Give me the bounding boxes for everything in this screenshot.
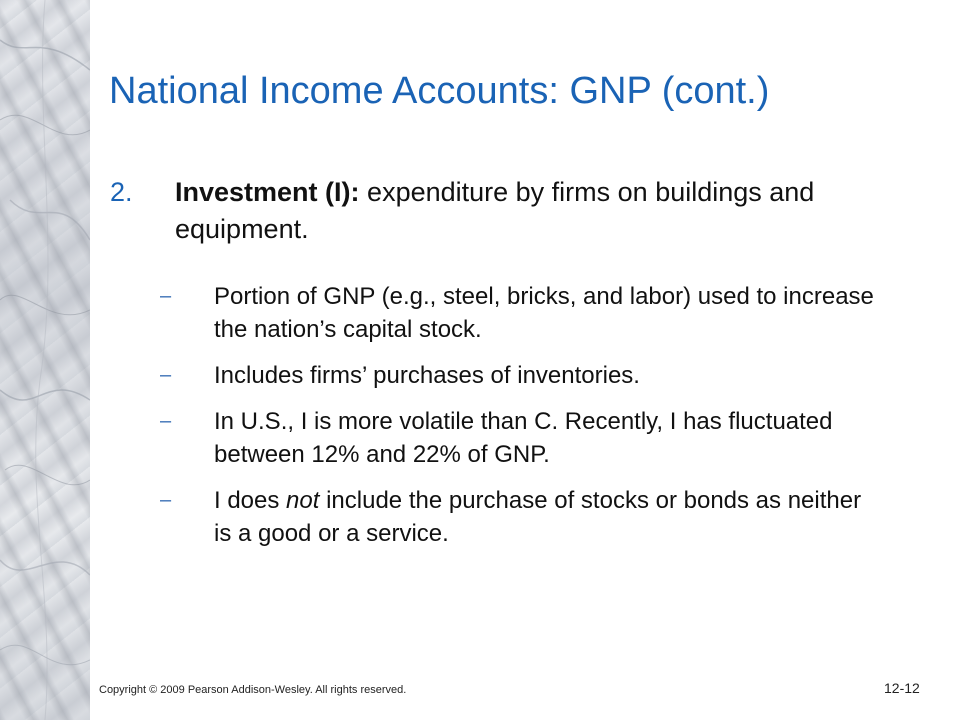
dash-bullet: – — [160, 489, 172, 511]
text-after-emphasis: include the purchase of stocks or bonds as neither is a good or a service. — [214, 487, 862, 547]
sub-bullet-text: In U.S., I is more volatile than C. Recently, I has fluctuated between 12% and 22% of GNP. — [214, 408, 833, 468]
term-definition: expenditure by firms on buildings and equipment. — [175, 177, 815, 244]
main-item-body — [175, 174, 850, 248]
sub-bullet-text: Portion of GNP (e.g., steel, bricks, and labor) used to increase the nation’s capital stock. — [214, 283, 874, 343]
sub-bullet-item — [160, 359, 880, 392]
sub-bullet-text — [214, 487, 861, 547]
sub-bullet-list — [160, 280, 880, 563]
dash-bullet: – — [160, 285, 172, 307]
page-number: 12-12 — [884, 680, 920, 696]
sub-bullet-text: Includes firms’ purchases of inventories. — [214, 362, 640, 389]
copyright-notice: Copyright © 2009 Pearson Addison-Wesley. All rights reserved. — [99, 684, 407, 696]
dash-bullet: – — [160, 410, 172, 432]
slide-title: National Income Accounts: GNP (cont.) — [109, 70, 770, 112]
text-before-emphasis: I does — [214, 487, 287, 514]
emphasis-text: not — [286, 487, 320, 514]
main-list-item — [110, 174, 850, 248]
list-item-number: 2. — [110, 177, 133, 207]
dash-bullet: – — [160, 364, 172, 386]
marble-vein-texture — [0, 0, 90, 720]
term-label: Investment (I): — [175, 177, 360, 207]
marble-side-panel — [0, 0, 90, 720]
sub-bullet-item — [160, 280, 880, 346]
sub-bullet-item — [160, 405, 880, 471]
sub-bullet-item — [160, 484, 880, 550]
